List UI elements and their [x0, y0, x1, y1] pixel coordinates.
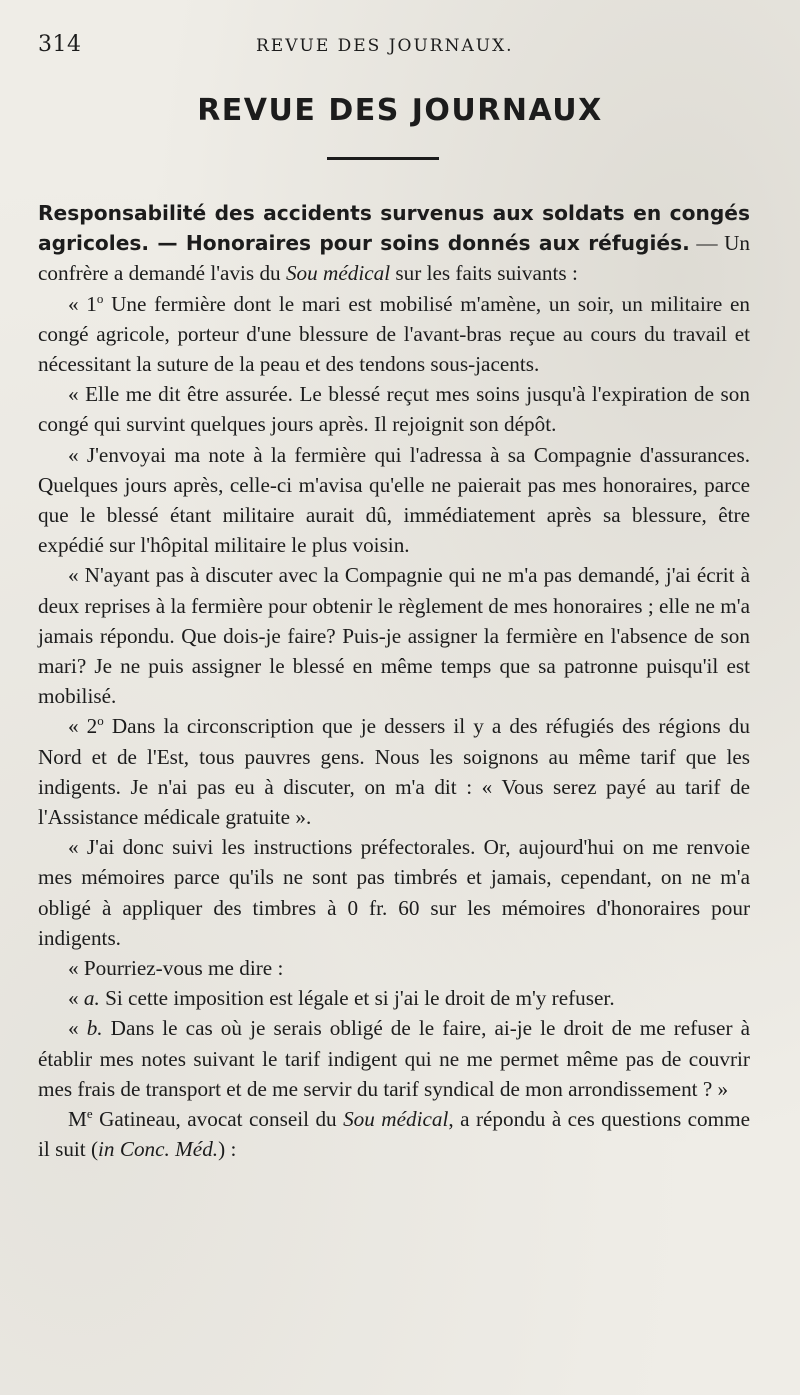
- p10-citation: in Conc. Méd.: [98, 1137, 219, 1162]
- paragraph-9: [38, 1013, 750, 1104]
- paragraph-7: « Pourriez-vous me dire :: [68, 956, 284, 981]
- p10-journal-name: Sou médical: [343, 1107, 449, 1132]
- paragraph-1: [38, 289, 750, 380]
- p5-text: Dans la circonscription que je dessers il y a des réfugiés des régions du Nord et de l'Est, tous pauvres gens. Nous les soignons au même tarif que les indigents. Je n'ai pas eu à discuter, on m'a dit : « Vous serez payé au tarif de l'Assistance médicale gratuite ».: [38, 714, 750, 830]
- p8-item-letter: a.: [83, 986, 100, 1011]
- paragraph-4: « N'ayant pas à discuter avec la Compagnie qui ne m'a pas demandé, j'ai écrit à deux reprises à la fermière pour obtenir le règlement de mes honoraires ; elle ne m'a jamais répondu. Que dois-je faire? Puis-je assigner la fermière en l'absence de son mari? Je ne puis assigner le blessé en même temps que sa patronne puisqu'il est mobilisé.: [38, 563, 750, 709]
- p5-lead: « 2: [68, 714, 98, 739]
- title-rule: [327, 157, 439, 160]
- p9-item-letter: b.: [86, 1016, 103, 1041]
- p9-text: Dans le cas où je serais obligé de le faire, ai-je le droit de me refuser à établir mes notes suivant le tarif indigent qui ne me permet même pas de couvrir mes frais de transport et de me servir du tarif syndical de mon arrondissement ? »: [38, 1016, 750, 1101]
- p8-text: Si cette imposition est légale et si j'ai le droit de m'y refuser.: [99, 986, 615, 1011]
- paragraph-2: « Elle me dit être assurée. Le blessé reçut mes soins jusqu'à l'expiration de son congé qui survint quelques jours après. Il rejoignit son dépôt.: [38, 382, 750, 437]
- p10-text-b: , a répondu à ces questions comme il suit (: [38, 1107, 750, 1162]
- p10-text-c: ) :: [218, 1137, 237, 1162]
- p9-lead: «: [68, 1016, 87, 1041]
- p10-text-a: Gatineau, avocat conseil du: [92, 1107, 344, 1132]
- intro-text-a: — Un confrère a demandé l'avis du: [38, 231, 750, 286]
- intro-journal-name: Sou médical: [285, 261, 391, 286]
- paragraph-10: [38, 1104, 750, 1164]
- p10-sup: e: [86, 1106, 93, 1122]
- page-number: 314: [38, 32, 82, 57]
- p1-lead: « 1: [68, 291, 97, 316]
- paragraph-3: « J'envoyai ma note à la fermière qui l'adressa à sa Compagnie d'assurances. Quelques jours après, celle-ci m'avisa qu'elle ne paierait pas mes honoraires, parce que le blessé étant militaire aurait dû, immédiatement après sa blessure, être expédié sur l'hôpital militaire le plus voisin.: [38, 442, 750, 558]
- p1-text: Une fermière dont le mari est mobilisé m'amène, un soir, un militaire en congé agricole, porteur d'une blessure de l'avant-bras reçue au cours du travail et nécessitant la suture de la peau et des tendons sous-jacents.: [38, 291, 751, 377]
- article-body: [38, 198, 750, 1165]
- running-title: REVUE DES JOURNAUX.: [256, 36, 514, 56]
- p10-lead: M: [68, 1107, 87, 1132]
- running-head: [38, 30, 758, 60]
- paragraph-8: [38, 983, 750, 1013]
- article-heading: Responsabilité des accidents survenus aux soldats en congés agricoles. — Honoraires pour soins donnés aux réfugiés.: [38, 201, 750, 256]
- article-intro: [38, 198, 750, 289]
- intro-text-b: sur les faits suivants :: [390, 261, 578, 286]
- p8-lead: «: [68, 986, 84, 1011]
- p1-sup: o: [96, 290, 104, 306]
- p5-sup: o: [97, 713, 104, 729]
- paragraph-6: « J'ai donc suivi les instructions préfectorales. Or, aujourd'hui on me renvoie mes mémoires parce qu'ils ne sont pas timbrés et jamais, cependant, on ne m'a obligé à appliquer des timbres à 0 fr. 60 sur les mémoires d'honoraires pour indigents.: [38, 835, 750, 950]
- paragraph-5: [38, 711, 750, 832]
- section-title: REVUE DES JOURNAUX: [197, 93, 603, 128]
